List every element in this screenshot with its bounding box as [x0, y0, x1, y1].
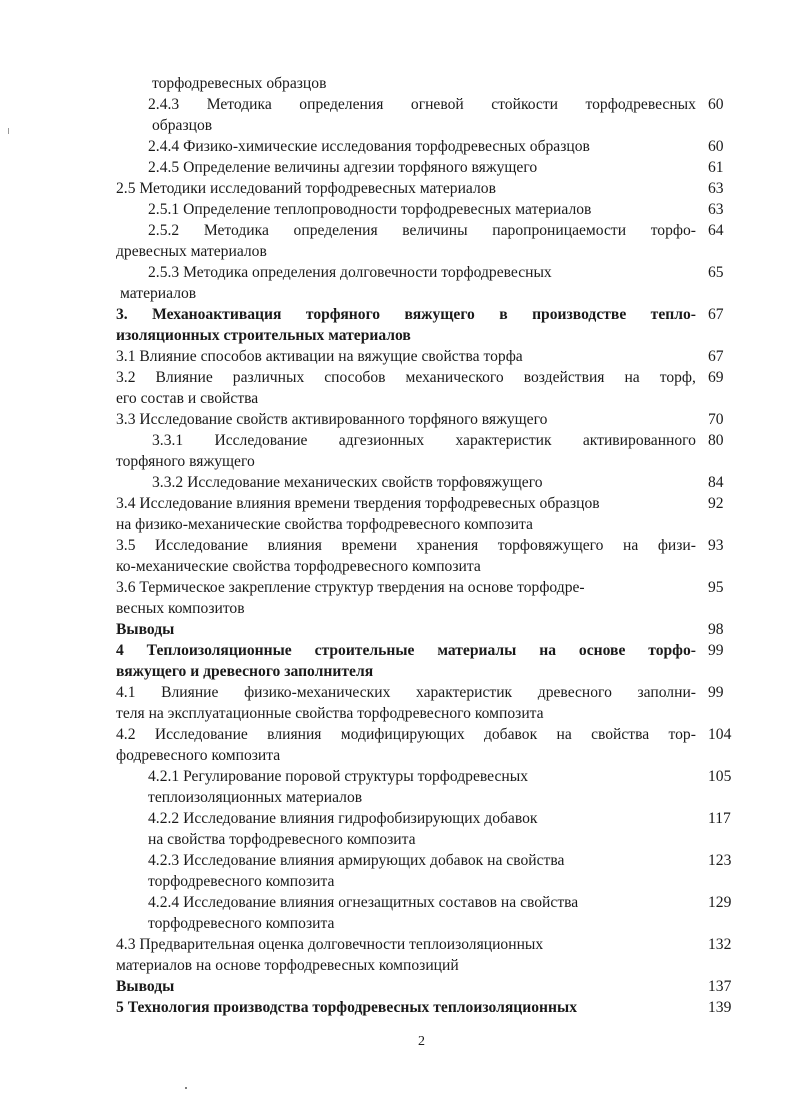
toc-entry-line: 3.3.2 Исследование механических свойств торфовяжущего	[152, 474, 543, 491]
toc-word: на	[624, 369, 640, 386]
toc-page-number: 69	[708, 369, 724, 386]
toc-word: Механоактивация	[152, 306, 282, 323]
toc-word: 3.5	[116, 537, 136, 554]
toc-page-number: 80	[708, 432, 724, 449]
toc-entry-line	[116, 682, 696, 703]
toc-entry-line: торфодревесных образцов	[152, 75, 327, 92]
toc-page-number: 63	[708, 180, 724, 197]
toc-word: характеристик	[455, 432, 552, 449]
toc-entry-line: 4.2.4 Исследование влияния огнезащитных составов на свойства	[148, 894, 579, 911]
toc-entry-line: материалов на основе торфодревесных композиций	[116, 957, 459, 974]
toc-word: паропроницаемости	[492, 222, 627, 239]
toc-entry-line	[116, 724, 696, 745]
scan-artifact	[185, 1087, 187, 1089]
toc-page-number: 60	[708, 96, 724, 113]
toc-conclusions-line: Выводы	[116, 621, 175, 638]
toc-page-number: 123	[708, 852, 732, 869]
toc-word: 4.1	[116, 684, 136, 701]
toc-page-number: 137	[708, 978, 732, 995]
toc-word: строительные	[314, 642, 415, 659]
toc-page-number: 63	[708, 201, 724, 218]
toc-chapter-line: 5 Технология производства торфодревесных теплоизоляционных	[116, 999, 577, 1016]
toc-word: торф,	[659, 369, 696, 386]
toc-entry-line: 2.4.5 Определение величины адгезии торфяного вяжущего	[148, 159, 538, 176]
toc-word: на	[539, 642, 557, 659]
toc-page-number: 61	[708, 159, 724, 176]
toc-entry-line: 2.4.4 Физико-химические исследования торфодревесных образцов	[148, 138, 590, 155]
toc-word: величины	[402, 222, 468, 239]
toc-word: вяжущего	[404, 306, 475, 323]
toc-word: торфо-	[648, 642, 696, 659]
toc-chapter-line	[116, 640, 696, 661]
toc-word: 4.2	[116, 726, 136, 743]
toc-word: свойства	[591, 726, 650, 743]
toc-entry-line: 3.4 Исследование влияния времени твердения торфодревесных образцов	[116, 495, 600, 512]
toc-entry-line: 3.6 Термическое закрепление структур твердения на основе торфодре-	[116, 579, 585, 596]
toc-entry-line: 4.2.3 Исследование влияния армирующих добавок на свойства	[148, 852, 565, 869]
toc-word: Методика	[206, 96, 272, 113]
toc-word: способов	[324, 369, 386, 386]
toc-word: Исследование	[154, 726, 248, 743]
toc-entry-line: торфяного вяжущего	[116, 453, 255, 470]
toc-entry-line	[152, 430, 696, 451]
toc-word: стойкости	[491, 96, 558, 113]
toc-word: тепло-	[650, 306, 696, 323]
toc-word: влияния	[267, 537, 322, 554]
toc-word: Исследование	[155, 537, 249, 554]
toc-word: активированного	[582, 432, 696, 449]
toc-word: влияния	[267, 726, 322, 743]
toc-word: физико-механических	[244, 684, 391, 701]
toc-word: 3.3.1	[152, 432, 184, 449]
toc-chapter-line: изоляционных строительных материалов	[116, 327, 411, 344]
toc-page-number: 93	[708, 537, 724, 554]
toc-word: Исследование	[214, 432, 308, 449]
toc-word: определения	[293, 222, 378, 239]
toc-entry-line: 4.2.1 Регулирование поровой структуры торфодревесных	[148, 768, 529, 785]
toc-word: воздействия	[523, 369, 605, 386]
toc-entry-line: весных композитов	[116, 600, 245, 617]
toc-page-number: 104	[708, 726, 732, 743]
toc-word: на	[556, 726, 572, 743]
toc-page-number: 65	[708, 264, 724, 281]
toc-entry-line: материалов	[120, 285, 197, 302]
toc-entry-line: образцов	[152, 117, 213, 134]
toc-word: на	[623, 537, 639, 554]
toc-chapter-line	[116, 304, 696, 325]
toc-word: заполни-	[637, 684, 696, 701]
toc-entry-line	[148, 94, 696, 115]
toc-entry-line: 2.5 Методики исследований торфодревесных материалов	[116, 180, 496, 197]
toc-word: в	[499, 306, 508, 323]
toc-word: времени	[341, 537, 398, 554]
toc-word: Методика	[203, 222, 269, 239]
toc-page-number: 84	[708, 474, 724, 491]
toc-entry-line: древесных материалов	[116, 243, 267, 260]
toc-word: древесного	[537, 684, 612, 701]
toc-entry-line: теля на эксплуатационные свойства торфодревесного композита	[116, 705, 544, 722]
toc-page-number: 132	[708, 936, 732, 953]
toc-entry-line	[116, 367, 696, 388]
toc-word: тор-	[668, 726, 696, 743]
toc-word: определения	[299, 96, 384, 113]
toc-entry-line: торфодревесного композита	[148, 915, 335, 932]
toc-page-number: 117	[708, 810, 731, 827]
toc-word: адгезионных	[338, 432, 425, 449]
toc-page-number: 67	[708, 348, 724, 365]
toc-word: торфодревесных	[585, 96, 696, 113]
toc-entry-line: его состав и свойства	[116, 390, 259, 407]
toc-word: 4	[116, 642, 124, 659]
toc-entry-line: теплоизоляционных материалов	[148, 789, 363, 806]
toc-word: 2.4.3	[148, 96, 180, 113]
toc-entry-line	[148, 220, 696, 241]
toc-page-number: 129	[708, 894, 732, 911]
toc-entry-line: на физико-механические свойства торфодревесного композита	[116, 516, 533, 533]
toc-entry-line: 4.3 Предварительная оценка долговечности теплоизоляционных	[116, 936, 544, 953]
toc-word: Теплоизоляционные	[146, 642, 292, 659]
toc-word: физи-	[657, 537, 696, 554]
toc-word: хранения	[416, 537, 479, 554]
toc-page-number: 67	[708, 306, 724, 323]
toc-word: торфовяжущего	[497, 537, 604, 554]
toc-page-number: 105	[708, 768, 732, 785]
toc-page-number: 95	[708, 579, 724, 596]
toc-entry-line	[116, 535, 696, 556]
toc-entry-line: 2.5.3 Методика определения долговечности торфодревесных	[148, 264, 552, 281]
toc-entry-line: на свойства торфодревесного композита	[148, 831, 416, 848]
toc-word: механического	[405, 369, 504, 386]
toc-page-number: 70	[708, 411, 724, 428]
toc-page-number: 64	[708, 222, 724, 239]
page-number: 2	[418, 1034, 425, 1049]
toc-page-number: 99	[708, 642, 724, 659]
toc-word: торфо-	[650, 222, 696, 239]
toc-word: производстве	[532, 306, 627, 323]
toc-entry-line: 4.2.2 Исследование влияния гидрофобизирующих добавок	[148, 810, 538, 827]
toc-conclusions-line: Выводы	[116, 978, 175, 995]
toc-word: характеристик	[416, 684, 513, 701]
toc-word: добавок	[483, 726, 538, 743]
toc-word: различных	[232, 369, 305, 386]
toc-word: Влияние	[161, 684, 219, 701]
toc-word: огневой	[410, 96, 464, 113]
toc-word: модифицирующих	[340, 726, 465, 743]
toc-word: 2.5.2	[148, 222, 180, 239]
toc-word: Влияние	[155, 369, 213, 386]
toc-entry-line: фодревесного композита	[116, 747, 281, 764]
toc-word: основе	[578, 642, 626, 659]
toc-entry-line: торфодревесного композита	[148, 873, 335, 890]
toc-page-number: 60	[708, 138, 724, 155]
toc-entry-line: 3.3 Исследование свойств активированного торфяного вяжущего	[116, 411, 548, 428]
toc-word: торфяного	[305, 306, 381, 323]
toc-word: 3.	[116, 306, 128, 323]
toc-page-number: 92	[708, 495, 724, 512]
toc-word: 3.2	[116, 369, 136, 386]
toc-word: материалы	[437, 642, 517, 659]
toc-entry-line: ко-механические свойства торфодревесного композита	[116, 558, 481, 575]
toc-chapter-line: вяжущего и древесного заполнителя	[116, 663, 374, 680]
toc-entry-line: 3.1 Влияние способов активации на вяжущие свойства торфа	[116, 348, 523, 365]
toc-entry-line: 2.5.1 Определение теплопроводности торфодревесных материалов	[148, 201, 592, 218]
toc-page-number: 98	[708, 621, 724, 638]
scan-artifact	[8, 128, 9, 134]
toc-page-number: 99	[708, 684, 724, 701]
toc-page-number: 139	[708, 999, 732, 1016]
